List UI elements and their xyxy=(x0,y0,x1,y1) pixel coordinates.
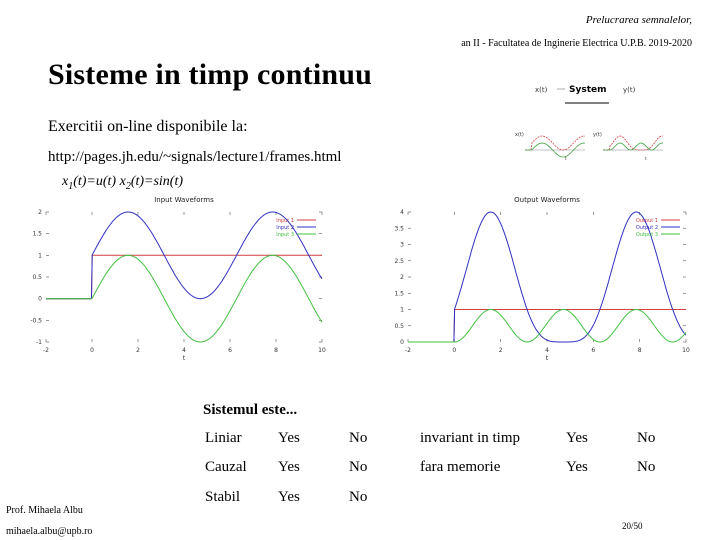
y-tick-label: 2 xyxy=(38,209,42,216)
y-tick-label: 1.5 xyxy=(32,230,42,238)
x-tick-label: 10 xyxy=(318,347,326,354)
mini-input-plot xyxy=(515,132,585,161)
input-waveforms-chart xyxy=(28,192,348,372)
x-tick-label: 6 xyxy=(591,347,596,354)
svg-text:t: t xyxy=(565,156,567,161)
legend-label: Output 3 xyxy=(635,232,658,238)
y-tick-label: 1.5 xyxy=(394,290,404,298)
output-waveforms-chart xyxy=(378,192,700,372)
yes-option[interactable]: Yes xyxy=(566,430,588,446)
x1-rhs: (t)=u(t) xyxy=(73,174,120,189)
series-line-3 xyxy=(46,255,322,342)
y-tick-label: 0 xyxy=(400,339,404,346)
svg-text:y(t): y(t) xyxy=(593,132,602,138)
no-option[interactable]: No xyxy=(349,430,368,446)
legend-label: Input 2 xyxy=(276,225,294,231)
property-label: Liniar xyxy=(205,430,242,446)
y-tick-label: 3.5 xyxy=(394,225,404,233)
faculty-header: an II - Facultatea de Inginerie Electrica U.P.B. 2019-2020 xyxy=(461,38,692,49)
y-tick-label: -0.5 xyxy=(30,317,42,325)
y-tick-label: -1 xyxy=(36,339,42,346)
y-tick-label: 1 xyxy=(400,306,404,314)
chart-title: Output Waveforms xyxy=(514,196,580,204)
series-line-1 xyxy=(46,255,322,298)
x1-symbol: x xyxy=(62,174,69,189)
system-input-label: x(t) xyxy=(535,86,548,94)
x-tick-label: -2 xyxy=(43,347,49,354)
no-option[interactable]: No xyxy=(349,459,368,475)
mini-output-red-curve xyxy=(603,136,663,150)
yes-option[interactable]: Yes xyxy=(566,459,588,475)
x-axis-label: t xyxy=(545,355,549,362)
x2-rhs: (t)=sin(t) xyxy=(130,174,184,189)
system-output-label: y(t) xyxy=(623,86,636,94)
y-tick-label: 3 xyxy=(400,241,404,249)
y-tick-label: 0.5 xyxy=(32,274,42,281)
x-tick-label: 4 xyxy=(545,347,549,354)
x2-sub: 2 xyxy=(125,180,131,192)
properties-heading: Sistemul este... xyxy=(203,402,298,418)
x-tick-label: -2 xyxy=(405,347,411,354)
property-label: Cauzal xyxy=(205,459,247,475)
system-block-label: System xyxy=(569,85,607,95)
no-option[interactable]: No xyxy=(637,430,656,446)
property-label: Stabil xyxy=(205,489,241,505)
x-tick-label: 4 xyxy=(182,347,186,354)
exercises-link[interactable]: http://pages.jh.edu/~signals/lecture1/frames.html xyxy=(48,149,342,165)
mini-output-plot xyxy=(593,132,663,161)
yes-option[interactable]: Yes xyxy=(278,459,300,475)
no-option[interactable]: No xyxy=(349,489,368,505)
legend-label: Output 2 xyxy=(635,225,658,231)
x-tick-label: 10 xyxy=(682,347,690,354)
x1-sub: 1 xyxy=(68,180,74,192)
legend-label: Input 1 xyxy=(276,218,294,224)
yes-option[interactable]: Yes xyxy=(278,430,300,446)
property-label: fara memorie xyxy=(420,459,501,475)
x-tick-label: 8 xyxy=(637,347,642,354)
y-tick-label: 0.5 xyxy=(394,322,404,330)
author-name: Prof. Mihaela Albu xyxy=(6,505,83,516)
x2-symbol: x xyxy=(119,174,126,189)
author-email: mihaela.albu@upb.ro xyxy=(6,526,93,537)
x-tick-label: 8 xyxy=(274,347,278,354)
x-tick-label: 6 xyxy=(228,347,232,354)
series-line-3 xyxy=(408,310,686,343)
slide-title: Sisteme in timp continuu xyxy=(48,58,373,91)
svg-text:t: t xyxy=(645,156,647,161)
series-line-1 xyxy=(408,310,686,343)
y-tick-label: 4 xyxy=(400,209,404,216)
system-diagram xyxy=(505,72,705,170)
x-tick-label: 2 xyxy=(136,347,140,354)
x-tick-label: 0 xyxy=(452,347,457,354)
y-tick-label: 2 xyxy=(400,274,404,281)
svg-text:x(t): x(t) xyxy=(515,132,524,138)
no-option[interactable]: No xyxy=(637,459,656,475)
exercises-text: Exercitii on-line disponibile la: xyxy=(48,118,248,135)
page-number: 20/50 xyxy=(622,521,643,531)
y-tick-label: 1 xyxy=(38,252,42,260)
course-header: Prelucrarea semnalelor, xyxy=(585,14,692,26)
input-formula xyxy=(62,174,183,192)
legend-label: Output 1 xyxy=(635,218,658,224)
x-axis-label: t xyxy=(182,355,186,362)
property-label: invariant in timp xyxy=(420,430,520,446)
y-tick-label: 0 xyxy=(38,295,42,303)
chart-title: Input Waveforms xyxy=(154,196,214,204)
x-tick-label: 0 xyxy=(90,347,94,354)
x-tick-label: 2 xyxy=(498,347,503,354)
y-tick-label: 2.5 xyxy=(394,257,404,265)
legend-label: Input 3 xyxy=(276,232,294,238)
yes-option[interactable]: Yes xyxy=(278,489,300,505)
